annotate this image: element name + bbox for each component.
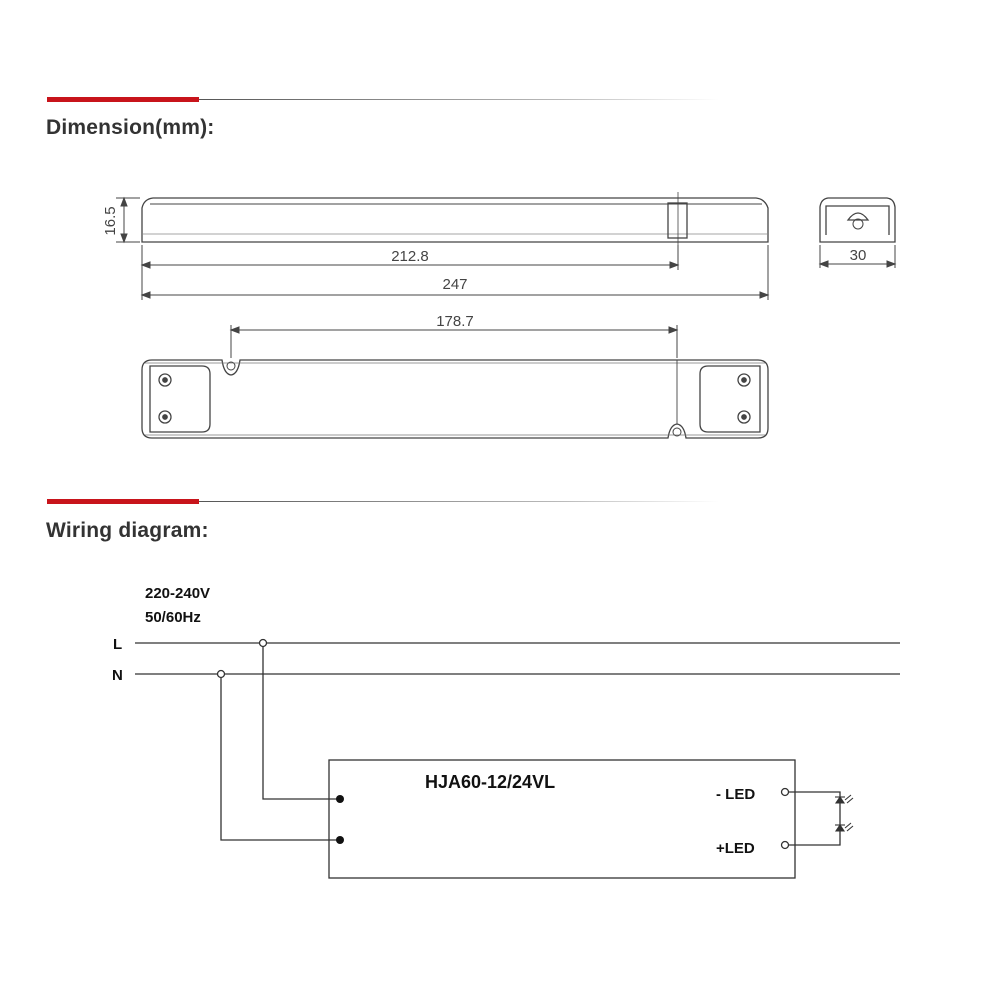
- pos-output-label: +LED: [716, 840, 755, 857]
- height-dimension: [116, 198, 140, 242]
- line-label: L: [113, 636, 123, 653]
- neutral-junction: [218, 671, 225, 678]
- line-junction: [260, 640, 267, 647]
- inner-length-label: 212.8: [391, 248, 429, 265]
- hole-spacing-label: 178.7: [436, 313, 474, 330]
- end-view-outline: [820, 198, 895, 242]
- neutral-lead: [221, 674, 340, 840]
- led-symbol: [835, 795, 853, 831]
- neutral-label: N: [112, 667, 123, 684]
- pos-output-terminal: [782, 842, 789, 849]
- side-view-outline: [142, 198, 768, 242]
- driver-box: [329, 760, 795, 878]
- model-label: HJA60-12/24VL: [425, 772, 556, 792]
- dimension-heading: Dimension(mm):: [46, 116, 215, 139]
- neg-output-wire: [785, 792, 840, 845]
- side-view-clip: [668, 192, 687, 245]
- left-terminal-block: [150, 366, 210, 432]
- total-length-label: 247: [442, 276, 468, 293]
- height-dimension-label: 16.5: [102, 206, 119, 236]
- supply-frequency-label: 50/60Hz: [145, 609, 201, 626]
- width-label: 30: [849, 247, 867, 264]
- input-terminal-l: [336, 795, 344, 803]
- neg-output-terminal: [782, 789, 789, 796]
- neg-output-label: - LED: [716, 786, 756, 803]
- input-terminal-n: [336, 836, 344, 844]
- wiring-heading: Wiring diagram:: [46, 519, 209, 542]
- right-terminal-block: [700, 366, 760, 432]
- top-view-outline: [142, 360, 768, 438]
- supply-voltage-label: 220-240V: [145, 585, 211, 602]
